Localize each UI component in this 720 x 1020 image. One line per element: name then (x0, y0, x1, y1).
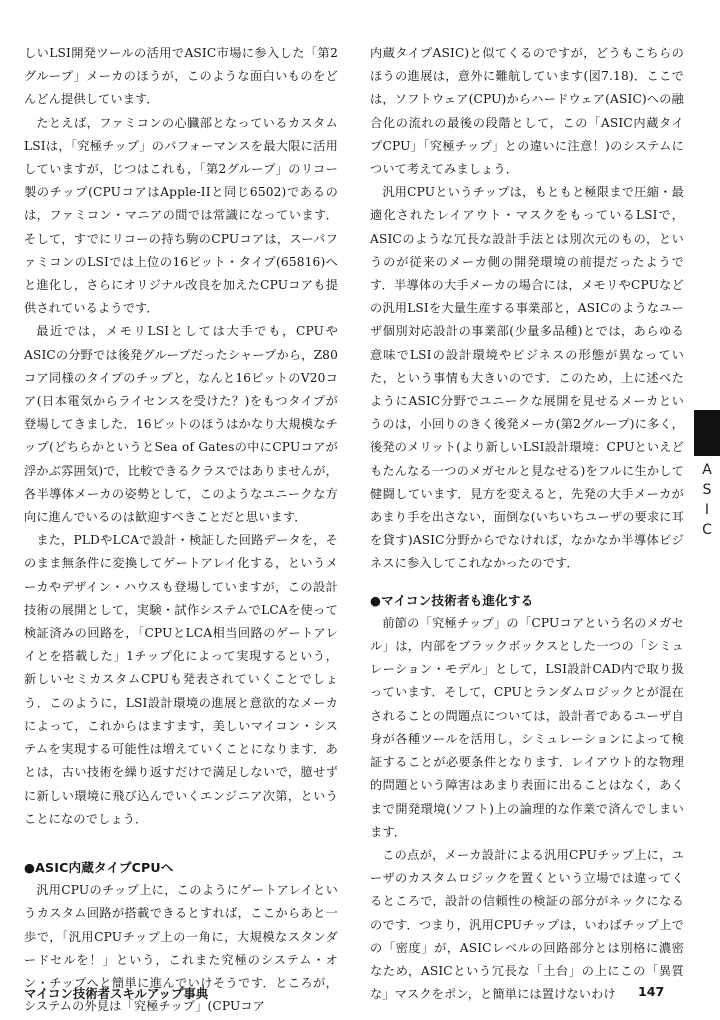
tab-letter: I (704, 502, 710, 518)
tab-letter: A (702, 462, 712, 478)
tab-letter: C (702, 522, 712, 538)
tab-letter: S (702, 482, 712, 498)
paragraph: 内蔵タイプASIC)と似てくるのですが，どうもこちらのほうの進展は，意外に難航しています(図7.18)．ここでは，ソフトウェア(CPU)からハードウェア(ASIC)への融合化の流れの最後の段階として，この「ASIC内蔵タイプCPU」「究極チップ」との違いに注意！)のシステムについて考えてみましょう． (370, 46, 684, 177)
chapter-tab-marker (694, 410, 720, 456)
paragraph: この点が，メーカ設計による汎用CPUチップ上に，ユーザのカスタムロジックを置くという立場では違ってくるところで，設計の信頼性の検証の部分がネックになるのです．つまり，汎用CPUチップは，いわばチップ上での「密度」が，ASICレベルの回路部分とは別格に濃密なため，ASICという冗長な「土台」の上にこの「異質な」マスクをポン，と簡単には置けないわけ (370, 847, 684, 1002)
footer-book-title: マイコン技術者スキルアップ事典 (24, 986, 209, 1001)
section-heading: ●マイコン技術者も進化する (370, 592, 534, 608)
section-heading: ●ASIC内蔵タイプCPUへ (24, 859, 174, 875)
paragraph: 汎用CPUのチップ上に，このようにゲートアレイというカスタム回路が搭載できるとすれば，ここからあと一歩で，「汎用CPUチップ上の一角に，大規模なスタンダードセルを！」という，これまた究極のシステム・オン・チップへと簡単に進んでいけそうです．ところが，システムの外見は「究極チップ」(CPUコア (24, 883, 338, 1014)
page-number: 147 (638, 984, 665, 999)
right-column (370, 42, 684, 1006)
chapter-tab-label (694, 460, 720, 540)
paragraph: 前節の「究極チップ」の「CPUコアという名のメガセル」は，内部をブラックボックスとした一つの「シミュレーション・モデル」として，LSI設計CAD内で取り扱っています．そして，CPUとランダムロジックとが混在されることの問題点については，設計者であるユーザ自身が各種ツールを活用し，シミュレーションによって検証することが必要条件となります．レイアウト的な物理的問題という障害はあまり表面に出ることはなく，あくまで開発環境(ソフト)上の論理的な作業で済んでしまいます． (370, 615, 684, 839)
left-column (24, 42, 338, 1018)
paragraph: また，PLDやLCAで設計・検証した回路データを，そのまま無条件に変換してゲートアレイ化する，というメーカやデザイン・ハウスも登場していますが，この設計技術の展開として，実験・試作システムでLCAを使って検証済みの回路を，「CPUとLCA相当回路のゲートアレイとを搭載した」1チップ化によって実現するという，新しいセミカスタムCPUも発表されていくことでしょう．このように，LSI設計環境の進展と意欲的なメーカによって，これからはますます，美しいマイコン・システムを実現する可能性は増えていくことになります．あとは，古い技術を繰り返すだけで満足しないで，臆せずに新しい環境に飛び込んでいくエンジニア次第，ということになのでしょう． (24, 533, 338, 826)
paragraph: 最近では，メモリLSIとしては大手でも，CPUやASICの分野では後発グループだったシャープから，Z80コア同様のタイプのチップと，なんと16ビットのV20コア(日本電気からライセンスを受けた？)をもつタイプが登場してきました．16ビットのほうはかなり大規模なチップ(どちらかというとSea of Gatesの中にCPUコアが浮かぶ雰囲気)で，比較できるクラスではありませんが，各半導体メーカの姿勢として，このようなユニークな方向に進んでいるのは歓迎すべきことだと思います． (24, 324, 338, 525)
paragraph: 汎用CPUというチップは，もともと極限まで圧縮・最適化されたレイアウト・マスクをもっているLSIで，ASICのような冗長な設計手法とは別次元のもの，というのが従来のメーカ側の開発環境の前提だったようです．半導体の大手メーカの場合には，メモリやCPUなどの汎用LSIを大量生産する事業部と，ASICのようなユーザ個別対応設計の事業部(少量多品種)とでは，あらゆる意味でLSIの設計環境やビジネスの形態が異なっていた，という事情も大きいのです．このため，上に述べたようにASIC分野でユニークな展開を見せるメーカというのは，小回りのきく後発メーカ(第2グループ)に多く，後発のメリット(より新しいLSI設計環境：CPUといえどもたんなる一つのメガセルと見なせる)をフルに生かして健闘しています．見方を変えると，先発の大手メーカがあまり手を出さない，面倒な(いちいちユーザの要求に耳を貸す)ASIC分野からでなければ，なかなか半導体ビジネスに参入してこれなかったのです． (370, 185, 684, 571)
paragraph: たとえば，ファミコンの心臓部となっているカスタムLSIは，「究極チップ」のパフォーマンスを最大限に活用していますが，じつはこれも，「第2グループ」のリコー製のチップ(CPUコアはApple-IIと同じ6502)であるのは，ファミコン・マニアの間では常識になっています．そして，すでにリコーの持ち駒のCPUコアは，スーパファミコンのLSIでは上位の16ビット・タイプ(65816)へと進化し，さらにオリジナル改良を加えたCPUコアも提供されているようです． (24, 115, 338, 316)
paragraph: しいLSI開発ツールの活用でASIC市場に参入した「第2グループ」メーカのほうが，このような面白いものをどんどん提供しています． (24, 46, 338, 107)
